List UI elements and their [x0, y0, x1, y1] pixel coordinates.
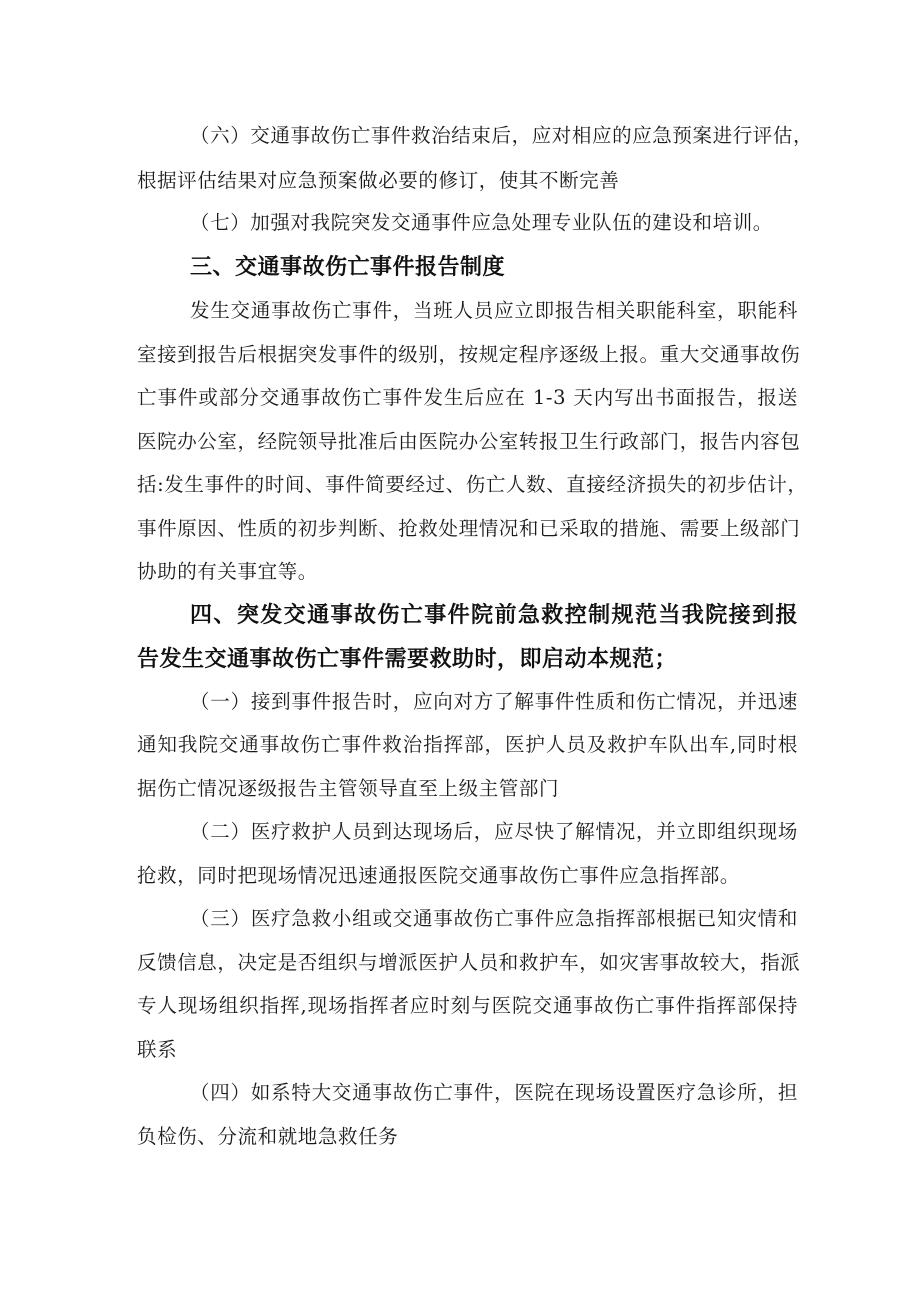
- item-one-line-3: 据伤亡情况逐级报告主管领导直至上级主管部门: [137, 777, 560, 800]
- item-one-line-2: 通知我院交通事故伤亡事件救治指挥部，医护人员及救护车队出车,同时根: [137, 733, 798, 756]
- item-four-line-1: （四）如系特大交通事故伤亡事件，医院在现场设置医疗急诊所，担: [190, 1081, 798, 1104]
- para-six-line-2: 根据评估结果对应急预案做必要的修订，使其不断完善: [137, 169, 620, 192]
- para-seven-line-1: （七）加强对我院突发交通事件应急处理专业队伍的建设和培训。: [190, 211, 773, 234]
- item-three-line-3: 专人现场组织指挥,现场指挥者应时刻与医院交通事故伤亡事件指挥部保持: [137, 994, 798, 1017]
- section-three-line-1: 发生交通事故伤亡事件，当班人员应立即报告相关职能科室，职能科: [190, 299, 798, 322]
- section-three-line-6: 事件原因、性质的初步判断、抢救处理情况和已采取的措施、需要上级部门: [137, 517, 801, 540]
- item-three-line-1: （三）医疗急救小组或交通事故伤亡事件应急指挥部根据已知灾情和: [190, 907, 798, 930]
- item-two-line-2: 抢救，同时把现场情况迅速通报医院交通事故伤亡事件应急指挥部。: [137, 864, 741, 887]
- para-six-line-1: （六）交通事故伤亡事件救治结束后，应对相应的应急预案进行评估，: [190, 124, 814, 147]
- item-four-line-2: 负检伤、分流和就地急救任务: [137, 1125, 399, 1148]
- section-three-line-2: 室接到报告后根据突发事件的级别，按规定程序逐级上报。重大交通事故伤: [137, 343, 801, 366]
- item-three-line-4: 联系: [137, 1038, 178, 1061]
- section-three-heading: 三、交通事故伤亡事件报告制度: [190, 255, 506, 280]
- item-one-line-1: （一）接到事件报告时，应向对方了解事件性质和伤亡情况，并迅速: [190, 690, 798, 713]
- section-three-line-4: 医院办公室，经院领导批准后由医院办公室转报卫生行政部门，报告内容包: [137, 430, 801, 453]
- item-three-line-2: 反馈信息，决定是否组织与增派医护人员和救护车，如灾害事故较大，指派: [137, 951, 801, 974]
- section-three-line-3: 亡事件或部分交通事故伤亡事件发生后应在 1-3 天内写出书面报告，报送: [137, 386, 798, 409]
- section-four-heading-line-1: 四、突发交通事故伤亡事件院前急救控制规范当我院接到报: [190, 603, 798, 628]
- section-three-line-5: 括:发生事件的时间、事件简要经过、伤亡人数、直接经济损失的初步估计，: [137, 473, 808, 496]
- item-two-line-1: （二）医疗救护人员到达现场后，应尽快了解情况，并立即组织现场: [190, 820, 798, 843]
- section-four-heading-line-2: 告发生交通事故伤亡事件需要救助时，即启动本规范；: [137, 647, 678, 672]
- section-three-line-7: 协助的有关事宜等。: [137, 560, 318, 583]
